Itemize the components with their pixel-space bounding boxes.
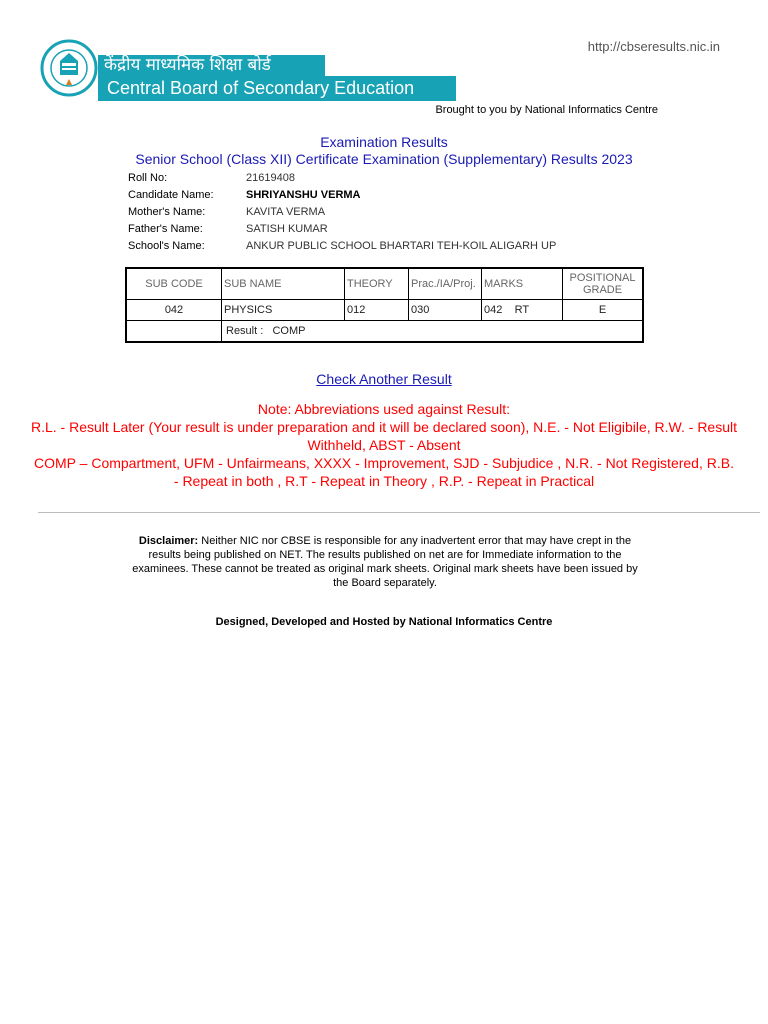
father-name-row — [128, 221, 556, 238]
cell-grade: E — [563, 300, 644, 321]
school-name-value: ANKUR PUBLIC SCHOOL BHARTARI TEH-KOIL ALIGARH UP — [246, 240, 557, 252]
roll-no-value: 21619408 — [246, 172, 295, 184]
cell-marks: 042 RT — [482, 300, 563, 321]
roll-no-row — [128, 170, 556, 187]
father-name-value: SATISH KUMAR — [246, 223, 328, 235]
result-empty-cell — [126, 321, 222, 343]
disclaimer-text: Neither NIC nor CBSE is responsible for any inadvertent error that may have crept in the results being published on NET. The results published on net are for Immediate information to the examinees. These cannot be treated as original mark sheets. Original mark sheets have been issued by the Board separately. — [132, 535, 638, 589]
school-name-row — [128, 238, 556, 255]
header-sub-code: SUB CODE — [126, 268, 222, 300]
note-line-1: R.L. - Result Later (Your result is under preparation and it will be declared soon), N.E. - Not Eligibile, R.W. - Result Withheld, ABST - Absent — [30, 419, 737, 453]
divider — [38, 512, 760, 513]
candidate-name-row — [128, 187, 556, 204]
mother-name-row — [128, 204, 556, 221]
cbse-logo-icon — [40, 39, 98, 97]
roll-no-label: Roll No: — [128, 172, 168, 184]
disclaimer — [125, 534, 645, 590]
header-sub-name: SUB NAME — [222, 268, 345, 300]
cell-practical: 030 — [409, 300, 482, 321]
cell-sub-name: PHYSICS — [222, 300, 345, 321]
board-name-hindi: केंद्रीय माध्यमिक शिक्षा बोर्ड — [98, 55, 325, 76]
brought-by-text: Brought to you by National Informatics Centre — [435, 104, 658, 116]
note-line-2: COMP – Compartment, UFM - Unfairmeans, XXXX - Improvement, SJD - Subjudice , N.R. - Not Registered, R.B. - Repeat in both , R.T - Repeat in Theory , R.P. - Repeat in Practical — [34, 455, 734, 489]
school-name-label: School's Name: — [128, 240, 205, 252]
header-practical: Prac./IA/Proj. — [409, 268, 482, 300]
result-status: Result : COMP — [222, 321, 644, 343]
candidate-info — [128, 170, 556, 255]
header-positional-grade: POSITIONAL GRADE — [563, 268, 644, 300]
exam-subtitle: Senior School (Class XII) Certificate Examination (Supplementary) Results 2023 — [135, 151, 633, 167]
candidate-name-value: SHRIYANSHU VERMA — [246, 189, 361, 201]
check-another-result-link[interactable]: Check Another Result — [316, 371, 452, 387]
abbreviations-note — [30, 400, 738, 490]
candidate-name-label: Candidate Name: — [128, 189, 214, 201]
father-name-label: Father's Name: — [128, 223, 203, 235]
mother-name-label: Mother's Name: — [128, 206, 206, 218]
note-title: Note: Abbreviations used against Result: — [257, 401, 511, 417]
designed-by-text: Designed, Developed and Hosted by National Informatics Centre — [215, 616, 553, 628]
result-row — [126, 321, 643, 343]
mother-name-value: KAVITA VERMA — [246, 206, 326, 218]
cell-sub-code: 042 — [126, 300, 222, 321]
cell-theory: 012 — [345, 300, 409, 321]
header-marks: MARKS — [482, 268, 563, 300]
disclaimer-label: Disclaimer: — [138, 535, 199, 547]
table-header-row — [126, 268, 643, 300]
header-theory: THEORY — [345, 268, 409, 300]
table-row — [126, 300, 643, 321]
marks-table — [125, 267, 644, 343]
board-name-english: Central Board of Secondary Education — [98, 76, 456, 101]
site-url: http://cbseresults.nic.in — [587, 39, 720, 54]
exam-title: Examination Results — [320, 134, 448, 150]
